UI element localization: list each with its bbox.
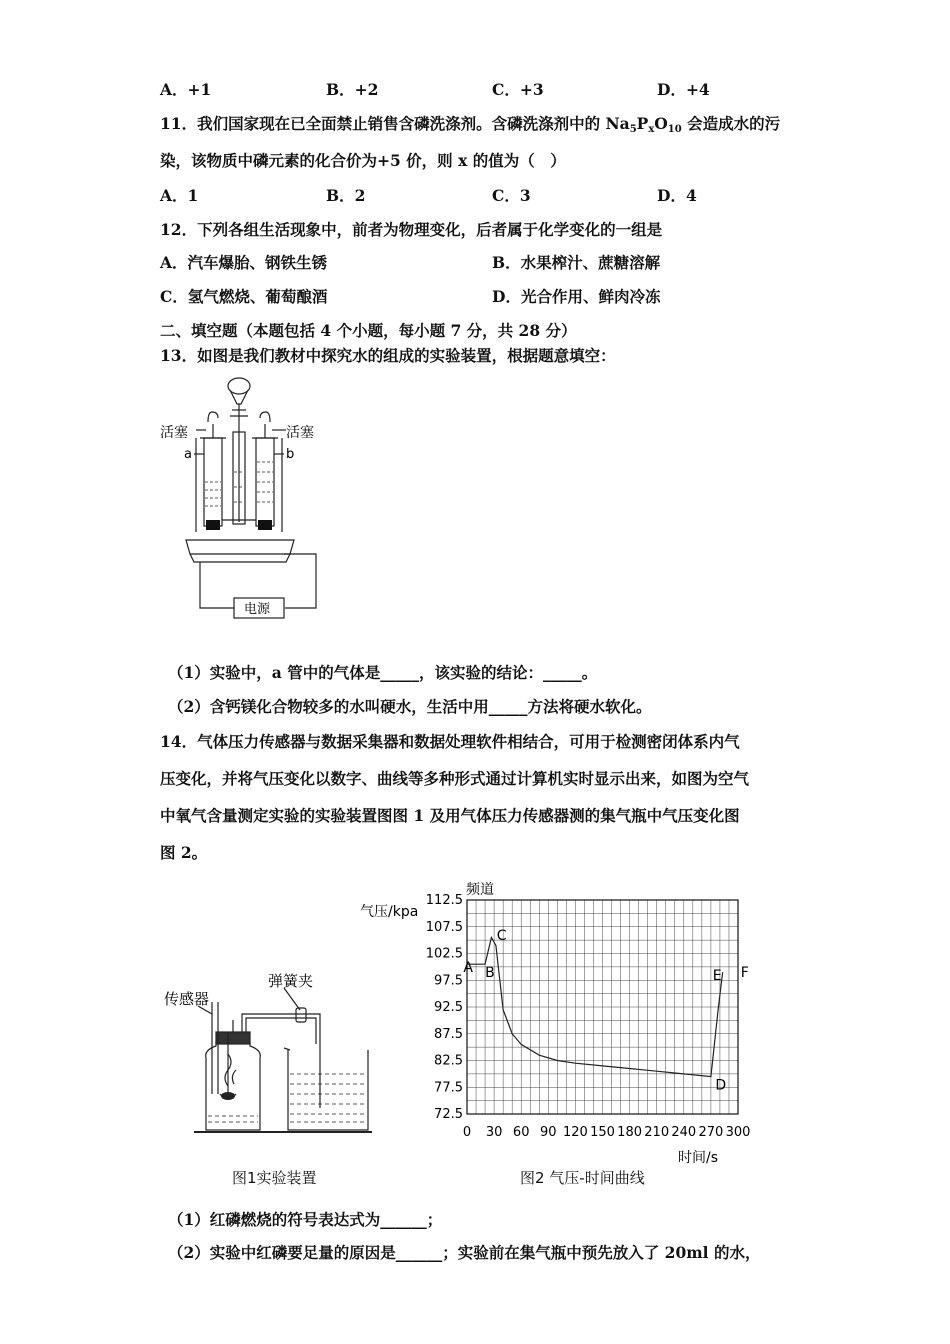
y-tick-label: 87.5 bbox=[434, 1026, 463, 1042]
chart-title: 频道 bbox=[466, 882, 494, 898]
y-tick-label: 92.5 bbox=[434, 1000, 463, 1015]
q12-option-a: A．汽车爆胎、钢铁生锈 bbox=[160, 253, 328, 272]
q12-option-d: D．光合作用、鲜肉冷冻 bbox=[492, 287, 661, 306]
y-tick-label: 77.5 bbox=[434, 1080, 463, 1096]
q14-stem-line4: 图 2。 bbox=[160, 843, 208, 862]
point-label-d: D bbox=[715, 1077, 727, 1094]
x-tick-label: 300 bbox=[725, 1125, 751, 1140]
q11-stem-line2: 染，该物质中磷元素的化合价为+5 价，则 x 的值为（ ） bbox=[160, 151, 566, 170]
right-valve-label: 活塞 bbox=[286, 425, 314, 441]
figure-2-caption: 图2 气压-时间曲线 bbox=[520, 1169, 645, 1187]
x-tick-label: 120 bbox=[562, 1125, 588, 1140]
q12-option-b: B．水果榨汁、蔗糖溶解 bbox=[492, 253, 661, 272]
figure-1-caption: 图1实验装置 bbox=[232, 1169, 317, 1187]
y-tick-label: 72.5 bbox=[434, 1107, 463, 1122]
q10-option-d: D．+4 bbox=[657, 80, 710, 99]
q13-sub-2: （2）含钙镁化合物较多的水叫硬水，生活中用_____方法将硬水软化。 bbox=[168, 697, 652, 716]
y-tick-label: 107.5 bbox=[425, 919, 463, 935]
point-label-e: E bbox=[712, 967, 722, 984]
pressure-time-chart bbox=[350, 870, 770, 1170]
x-tick-label: 60 bbox=[512, 1125, 530, 1140]
tube-b-label: b bbox=[286, 447, 295, 462]
x-tick-label: 150 bbox=[590, 1125, 615, 1140]
x-tick-label: 0 bbox=[462, 1125, 472, 1140]
q10-option-c: C．+3 bbox=[492, 80, 544, 99]
q14-sub-2: （2）实验中红磷要足量的原因是______；实验前在集气瓶中预先放入了 20ml 的水， bbox=[168, 1243, 761, 1262]
y-tick-label: 82.5 bbox=[434, 1053, 463, 1069]
q14-stem-line2: 压变化，并将气压变化以数字、曲线等多种形式通过计算机实时显示出来，如图为空气 bbox=[160, 769, 750, 788]
spring-clip-label: 弹簧夹 bbox=[268, 972, 314, 990]
q10-option-b: B．+2 bbox=[326, 80, 379, 99]
x-tick-label: 270 bbox=[698, 1125, 724, 1140]
point-label-a: A bbox=[463, 959, 473, 976]
q14-sub-1: （1）红磷燃烧的符号表达式为______； bbox=[168, 1210, 443, 1229]
q11-option-d: D．4 bbox=[657, 186, 697, 205]
q11-option-b: B．2 bbox=[326, 186, 366, 205]
point-label-c: C bbox=[496, 927, 507, 944]
left-valve-label: 活塞 bbox=[160, 425, 188, 441]
electrolysis-apparatus-figure bbox=[160, 372, 325, 622]
y-tick-label: 97.5 bbox=[434, 973, 463, 989]
x-tick-label: 90 bbox=[540, 1125, 557, 1140]
x-tick-label: 210 bbox=[644, 1125, 670, 1140]
x-tick-label: 180 bbox=[617, 1125, 643, 1140]
y-axis-label: 气压/kpa bbox=[360, 904, 419, 920]
q12-stem: 12．下列各组生活现象中，前者为物理变化，后者属于化学变化的一组是 bbox=[160, 220, 663, 239]
x-tick-label: 240 bbox=[671, 1125, 697, 1140]
q10-option-a: A．+1 bbox=[160, 80, 212, 99]
point-label-f: F bbox=[740, 965, 749, 982]
q11-stem-line1: 11．我们国家现在已全面禁止销售含磷洗涤剂。含磷洗涤剂中的 $Na_5P_xO_{10}$ 会造成水的污 bbox=[160, 114, 781, 135]
sensor-label: 传感器 bbox=[164, 990, 210, 1008]
q14-stem-line3: 中氧气含量测定实验的实验装置图图 1 及用气体压力传感器测的集气瓶中气压变化图 bbox=[160, 806, 740, 825]
section-2-heading: 二、填空题（本题包括 4 个小题，每小题 7 分，共 28 分） bbox=[160, 321, 577, 340]
oxygen-experiment-apparatus bbox=[160, 958, 375, 1138]
x-tick-label: 30 bbox=[485, 1125, 503, 1140]
q11-option-c: C．3 bbox=[492, 186, 531, 205]
q11-option-a: A．1 bbox=[160, 186, 199, 205]
q14-stem-line1: 14．气体压力传感器与数据采集器和数据处理软件相结合，可用于检测密闭体系内气 bbox=[160, 732, 740, 751]
point-label-b: B bbox=[485, 965, 495, 982]
y-tick-label: 112.5 bbox=[425, 893, 463, 908]
power-source-label: 电源 bbox=[244, 602, 271, 617]
x-axis-label: 时间/s bbox=[678, 1150, 719, 1166]
q12-option-c: C．氢气燃烧、葡萄酿酒 bbox=[160, 287, 328, 306]
q13-stem: 13．如图是我们教材中探究水的组成的实验装置，根据题意填空： bbox=[160, 346, 616, 365]
y-tick-label: 102.5 bbox=[425, 946, 463, 962]
q13-sub-1: （1）实验中，a 管中的气体是_____，该实验的结论：_____。 bbox=[168, 663, 598, 682]
tube-a-label: a bbox=[184, 447, 192, 462]
